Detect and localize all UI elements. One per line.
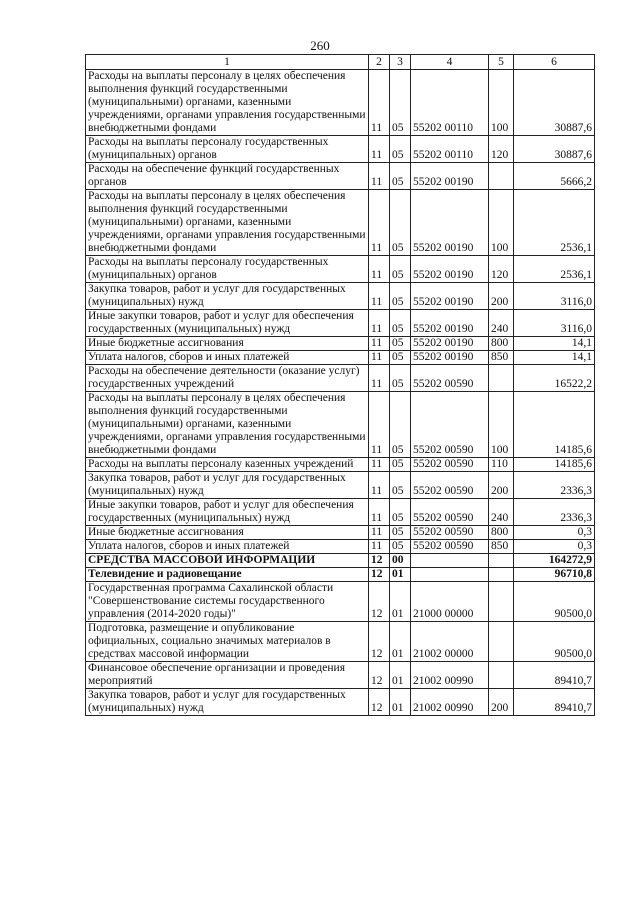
section-code-cell: 11 xyxy=(369,351,390,365)
amount-cell: 0,3 xyxy=(514,526,595,540)
row-name-cell: Финансовое обеспечение организации и проведения мероприятий xyxy=(86,662,369,689)
table-row xyxy=(86,540,595,554)
column-header-5: 5 xyxy=(489,55,514,70)
table-row xyxy=(86,392,595,458)
amount-cell: 30887,6 xyxy=(514,70,595,136)
subsection-code-cell: 05 xyxy=(390,283,411,310)
subsection-code-cell: 05 xyxy=(390,472,411,499)
row-name-cell: Иные закупки товаров, работ и услуг для обеспечения государственных (муниципальных) нужд xyxy=(86,310,369,337)
expense-type-cell: 100 xyxy=(489,392,514,458)
subsection-code-cell: 05 xyxy=(390,310,411,337)
expense-type-cell: 100 xyxy=(489,190,514,256)
subsection-code-cell: 05 xyxy=(390,190,411,256)
section-code-cell: 12 xyxy=(369,662,390,689)
section-code-cell: 12 xyxy=(369,568,390,582)
table-row xyxy=(86,163,595,190)
table-row xyxy=(86,256,595,283)
table-row xyxy=(86,689,595,716)
subsection-code-cell: 05 xyxy=(390,540,411,554)
amount-cell: 2536,1 xyxy=(514,190,595,256)
budget-table xyxy=(85,54,595,716)
row-name-cell: Иные закупки товаров, работ и услуг для обеспечения государственных (муниципальных) нужд xyxy=(86,499,369,526)
target-code-cell: 55202 00190 xyxy=(411,351,489,365)
target-code-cell xyxy=(411,568,489,582)
row-name-cell: Расходы на выплаты персоналу казенных учреждений xyxy=(86,458,369,472)
subsection-code-cell: 05 xyxy=(390,458,411,472)
amount-cell: 90500,0 xyxy=(514,582,595,622)
amount-cell: 3116,0 xyxy=(514,310,595,337)
section-code-cell: 11 xyxy=(369,256,390,283)
column-header-6: 6 xyxy=(514,55,595,70)
target-code-cell: 55202 00190 xyxy=(411,337,489,351)
target-code-cell: 21002 00990 xyxy=(411,662,489,689)
section-code-cell: 11 xyxy=(369,472,390,499)
expense-type-cell: 200 xyxy=(489,283,514,310)
table-row xyxy=(86,526,595,540)
table-row xyxy=(86,554,595,568)
amount-cell: 16522,2 xyxy=(514,365,595,392)
amount-cell: 3116,0 xyxy=(514,283,595,310)
target-code-cell: 55202 00590 xyxy=(411,458,489,472)
expense-type-cell: 200 xyxy=(489,689,514,716)
amount-cell: 89410,7 xyxy=(514,662,595,689)
table-body xyxy=(86,70,595,716)
expense-type-cell: 800 xyxy=(489,526,514,540)
table-row xyxy=(86,582,595,622)
expense-type-cell xyxy=(489,163,514,190)
amount-cell: 96710,8 xyxy=(514,568,595,582)
row-name-cell: Закупка товаров, работ и услуг для государственных (муниципальных) нужд xyxy=(86,472,369,499)
table-row xyxy=(86,310,595,337)
expense-type-cell: 850 xyxy=(489,351,514,365)
section-code-cell: 11 xyxy=(369,499,390,526)
table-row xyxy=(86,568,595,582)
column-header-4: 4 xyxy=(411,55,489,70)
table-row xyxy=(86,70,595,136)
subsection-code-cell: 01 xyxy=(390,662,411,689)
section-code-cell: 11 xyxy=(369,392,390,458)
section-code-cell: 11 xyxy=(369,337,390,351)
row-name-cell: Расходы на выплаты персоналу в целях обеспечения выполнения функций государственными (муниципальными) органами, казенными учреждениями, органами управления государственными внебюджетными фондами xyxy=(86,190,369,256)
section-code-cell: 12 xyxy=(369,582,390,622)
row-name-cell: Расходы на выплаты персоналу в целях обеспечения выполнения функций государственными (муниципальными) органами, казенными учреждениями, органами управления государственными внебюджетными фондами xyxy=(86,392,369,458)
table-row xyxy=(86,190,595,256)
target-code-cell: 55202 00110 xyxy=(411,70,489,136)
row-name-cell: Закупка товаров, работ и услуг для государственных (муниципальных) нужд xyxy=(86,689,369,716)
section-code-cell: 12 xyxy=(369,689,390,716)
expense-type-cell xyxy=(489,365,514,392)
target-code-cell: 55202 00190 xyxy=(411,310,489,337)
section-code-cell: 11 xyxy=(369,283,390,310)
table-row xyxy=(86,662,595,689)
target-code-cell: 55202 00590 xyxy=(411,526,489,540)
table-row xyxy=(86,622,595,662)
section-code-cell: 11 xyxy=(369,365,390,392)
amount-cell: 2336,3 xyxy=(514,472,595,499)
expense-type-cell: 800 xyxy=(489,337,514,351)
target-code-cell: 21002 00990 xyxy=(411,689,489,716)
column-header-1: 1 xyxy=(86,55,369,70)
row-name-cell: Расходы на обеспечение деятельности (оказание услуг) государственных учреждений xyxy=(86,365,369,392)
target-code-cell: 21002 00000 xyxy=(411,622,489,662)
subsection-code-cell: 01 xyxy=(390,568,411,582)
subsection-code-cell: 01 xyxy=(390,689,411,716)
row-name-cell: Подготовка, размещение и опубликование официальных, социально значимых материалов в средствах массовой информации xyxy=(86,622,369,662)
expense-type-cell: 240 xyxy=(489,310,514,337)
table-row xyxy=(86,458,595,472)
row-name-cell: Расходы на выплаты персоналу в целях обеспечения выполнения функций государственными (муниципальными) органами, казенными учреждениями, органами управления государственными внебюджетными фондами xyxy=(86,70,369,136)
expense-type-cell xyxy=(489,662,514,689)
expense-type-cell xyxy=(489,622,514,662)
subsection-code-cell: 05 xyxy=(390,70,411,136)
section-code-cell: 12 xyxy=(369,622,390,662)
subsection-code-cell: 05 xyxy=(390,337,411,351)
target-code-cell: 55202 00190 xyxy=(411,283,489,310)
target-code-cell: 55202 00190 xyxy=(411,256,489,283)
target-code-cell: 55202 00190 xyxy=(411,163,489,190)
target-code-cell: 55202 00190 xyxy=(411,190,489,256)
expense-type-cell: 110 xyxy=(489,458,514,472)
header-row xyxy=(86,55,595,70)
subsection-code-cell: 05 xyxy=(390,392,411,458)
column-header-2: 2 xyxy=(369,55,390,70)
table-header xyxy=(86,55,595,70)
section-code-cell: 12 xyxy=(369,554,390,568)
section-code-cell: 11 xyxy=(369,190,390,256)
table-row xyxy=(86,365,595,392)
amount-cell: 5666,2 xyxy=(514,163,595,190)
table-row xyxy=(86,351,595,365)
row-name-cell: Государственная программа Сахалинской области "Совершенствование системы государственного управления (2014-2020 годы)" xyxy=(86,582,369,622)
target-code-cell: 55202 00590 xyxy=(411,499,489,526)
expense-type-cell: 240 xyxy=(489,499,514,526)
amount-cell: 14185,6 xyxy=(514,458,595,472)
subsection-code-cell: 05 xyxy=(390,256,411,283)
target-code-cell: 21000 00000 xyxy=(411,582,489,622)
row-name-cell: Расходы на выплаты персоналу государственных (муниципальных) органов xyxy=(86,256,369,283)
expense-type-cell: 100 xyxy=(489,70,514,136)
subsection-code-cell: 05 xyxy=(390,351,411,365)
amount-cell: 14,1 xyxy=(514,337,595,351)
amount-cell: 14,1 xyxy=(514,351,595,365)
page-number: 260 xyxy=(310,38,330,53)
expense-type-cell: 850 xyxy=(489,540,514,554)
amount-cell: 30887,6 xyxy=(514,136,595,163)
section-code-cell: 11 xyxy=(369,458,390,472)
subsection-code-cell: 05 xyxy=(390,526,411,540)
row-name-cell: Уплата налогов, сборов и иных платежей xyxy=(86,351,369,365)
subsection-code-cell: 05 xyxy=(390,499,411,526)
subsection-code-cell: 05 xyxy=(390,365,411,392)
subsection-code-cell: 05 xyxy=(390,136,411,163)
target-code-cell: 55202 00590 xyxy=(411,540,489,554)
row-name-cell: Иные бюджетные ассигнования xyxy=(86,526,369,540)
subsection-code-cell: 05 xyxy=(390,163,411,190)
section-code-cell: 11 xyxy=(369,310,390,337)
table-row xyxy=(86,499,595,526)
column-header-3: 3 xyxy=(390,55,411,70)
target-code-cell xyxy=(411,554,489,568)
expense-type-cell xyxy=(489,568,514,582)
table-row xyxy=(86,136,595,163)
amount-cell: 14185,6 xyxy=(514,392,595,458)
expense-type-cell: 120 xyxy=(489,136,514,163)
row-name-cell: Телевидение и радиовещание xyxy=(86,568,369,582)
amount-cell: 0,3 xyxy=(514,540,595,554)
target-code-cell: 55202 00590 xyxy=(411,392,489,458)
subsection-code-cell: 00 xyxy=(390,554,411,568)
row-name-cell: Расходы на выплаты персоналу государственных (муниципальных) органов xyxy=(86,136,369,163)
amount-cell: 2536,1 xyxy=(514,256,595,283)
expense-type-cell: 120 xyxy=(489,256,514,283)
amount-cell: 90500,0 xyxy=(514,622,595,662)
row-name-cell: Уплата налогов, сборов и иных платежей xyxy=(86,540,369,554)
table-row xyxy=(86,472,595,499)
section-code-cell: 11 xyxy=(369,526,390,540)
table-row xyxy=(86,283,595,310)
amount-cell: 164272,9 xyxy=(514,554,595,568)
row-name-cell: Закупка товаров, работ и услуг для государственных (муниципальных) нужд xyxy=(86,283,369,310)
subsection-code-cell: 01 xyxy=(390,622,411,662)
expense-type-cell: 200 xyxy=(489,472,514,499)
target-code-cell: 55202 00590 xyxy=(411,365,489,392)
table-row xyxy=(86,337,595,351)
section-code-cell: 11 xyxy=(369,540,390,554)
amount-cell: 89410,7 xyxy=(514,689,595,716)
expense-type-cell xyxy=(489,554,514,568)
target-code-cell: 55202 00110 xyxy=(411,136,489,163)
row-name-cell: Расходы на обеспечение функций государственных органов xyxy=(86,163,369,190)
amount-cell: 2336,3 xyxy=(514,499,595,526)
expense-type-cell xyxy=(489,582,514,622)
row-name-cell: Иные бюджетные ассигнования xyxy=(86,337,369,351)
row-name-cell: СРЕДСТВА МАССОВОЙ ИНФОРМАЦИИ xyxy=(86,554,369,568)
subsection-code-cell: 01 xyxy=(390,582,411,622)
target-code-cell: 55202 00590 xyxy=(411,472,489,499)
section-code-cell: 11 xyxy=(369,136,390,163)
section-code-cell: 11 xyxy=(369,163,390,190)
section-code-cell: 11 xyxy=(369,70,390,136)
